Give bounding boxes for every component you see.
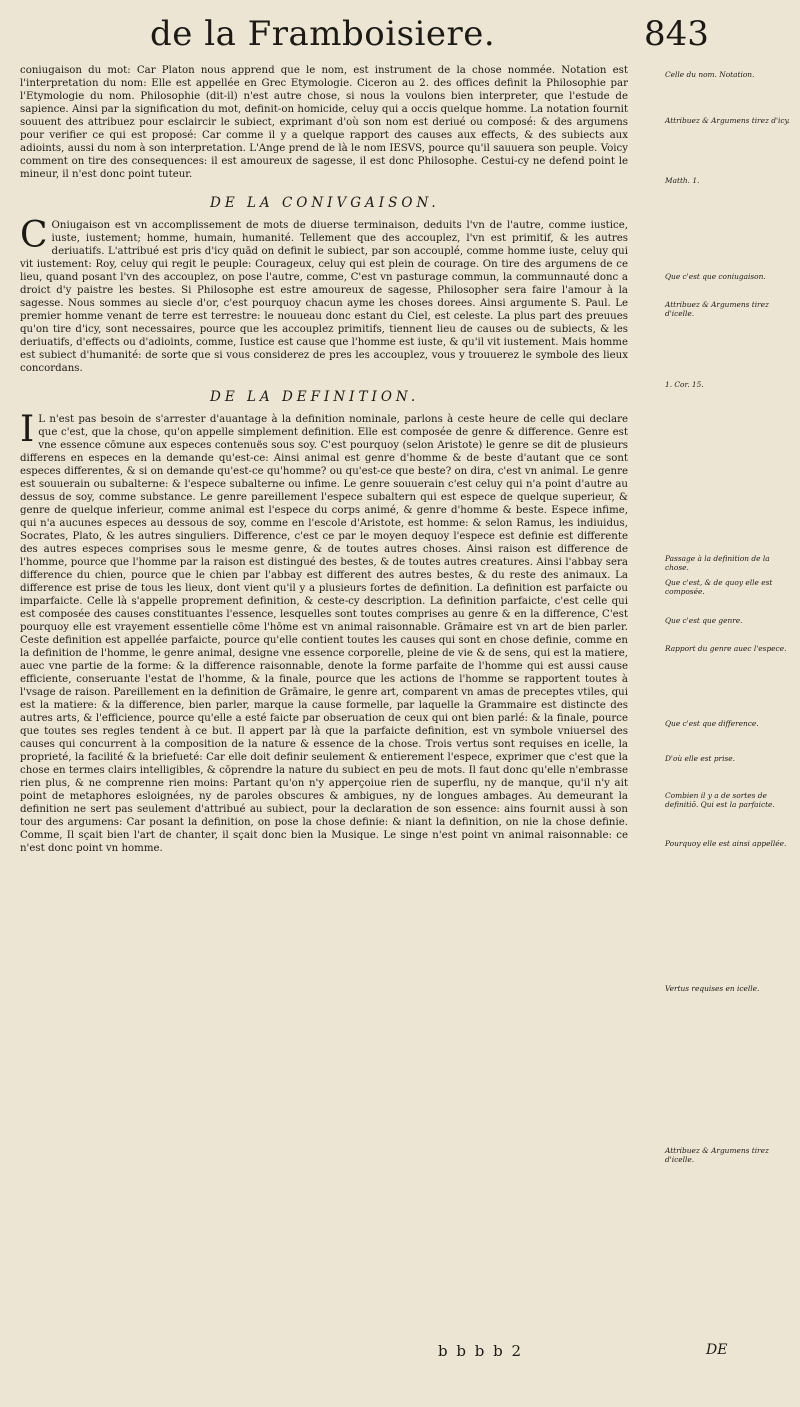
margin-note: Que c'est que difference. bbox=[665, 719, 759, 728]
catchword: DE bbox=[706, 1342, 728, 1358]
margin-note: Attribuez & Argumens tirez d'icy. bbox=[665, 116, 791, 125]
page-number: 843 bbox=[644, 14, 709, 54]
margin-note: D'où elle est prise. bbox=[665, 754, 735, 763]
margin-note: Combien il y a de sortes de definitiō. Qui est la parfaicte. bbox=[665, 791, 775, 809]
page-footer bbox=[0, 1340, 800, 1380]
margin-note: Attribuez & Argumens tirez d'icelle. bbox=[665, 300, 769, 318]
running-head: de la Framboisiere. bbox=[150, 14, 496, 54]
signature-mark: b b b b 2 bbox=[438, 1342, 524, 1360]
dropcap-letter: C bbox=[20, 215, 48, 256]
margin-note: Pourquoy elle est ainsi appellée. bbox=[665, 839, 787, 848]
margin-note: Attribuez & Argumens tirez d'icelle. bbox=[665, 1146, 769, 1164]
section-text: Oniugaison est vn accomplissement de mots de diuerse terminaison, deduits l'vn de l'autre, comme iustice, iuste, iustement; homme, humain, humanité. Tellement que des accouplez, l'vn est primitif, & les autres deriuatifs. L'attribué est pris d'icy quād on definit le subiect, par son accouplé, comme homme iuste, celuy qui vit iustement: Roy, celuy qui regit le peuple: Courageux, celuy qui est plein de courage. On tire des argumens de ce lieu, quand posant l'vn des accouplez, on pose l'autre, comme, C'est vn pasturage commun, la communnauté donc a droict d'y paistre les bestes. Si Philosophe est estre amoureux de sagesse, Philosopher sera faire l'amour à la sagesse. Nous sommes au siecle d'or, c'est pourquoy chacun ayme les choses dorees. Ainsi argumente S. Paul. Le premier homme venant de terre est terrestre: le nouueau donc estant du Ciel, est celeste. La plus part des preuues qu'on tire d'icy, sont necessaires, pource que les accouplez primitifs, tiennent lieu de causes ou de subiects, & les deriuatifs, d'effects ou d'adioints, comme, Iustice est cause que l'homme est iuste, & qu'il vit iustement. Mais homme est subiect d'humanité: de sorte que si vous considerez de pres les accouplez, vous y trouuerez le symbole des lieux concordans. bbox=[20, 220, 628, 374]
margin-note: Que c'est, & de quoy elle est composée. bbox=[665, 578, 773, 596]
margin-note: 1. Cor. 15. bbox=[665, 380, 704, 389]
main-text bbox=[20, 64, 770, 855]
margin-note: Que c'est que coniugaison. bbox=[665, 272, 766, 281]
margin-note: Que c'est que genre. bbox=[665, 616, 743, 625]
margin-note: Rapport du genre auec l'espece. bbox=[665, 644, 787, 653]
margin-note: Matth. 1. bbox=[665, 176, 700, 185]
opening-paragraph: coniugaison du mot: Car Platon nous apprend que le nom, est instrument de la chose nommée. Notation est l'interpretation du nom: Elle est appellée en Grec Etymologie. Ciceron au 2. des offices definit la Philosophie par l'Etymologie du nom. Philosophie (dit-il) n'est autre chose, si nous la voulons bien interpreter, que l'estude de sapience. Ainsi par la signification du mot, definit-on homicide, celuy qui a occis quelque homme. La notation fournit souuent des attribuez pour esclaircir le subiect, exprimant d'où son nom est deriué ou composé: & des argumens pour verifier ce qui est proposé: Car comme il y a quelque rapport des causes aux effects, & des subiects aux adioints, aussi du nom à son interpretation. L'Ange prend de là le nom IESVS, pource qu'il sauuera son peuple. Voicy comment on tire des consequences: il est amoureux de sagesse, il est donc Philosophe. Cestui-cy ne defend point le mineur, il n'est donc point tuteur. bbox=[20, 65, 628, 180]
section-text: L n'est pas besoin de s'arrester d'auantage à la definition nominale, parlons à ceste heure de celle qui declare que c'est, que la chose, qu'on appelle simplement definition. Elle est composée de genre & difference. Genre est vne essence cōmune aux especes contenuës sous soy. C'est pourquoy (selon Aristote) le genre se dit de plusieurs differens en especes en la demande qu'est-ce: Ainsi animal est genre d'homme & de beste d'autant que ce sont especes differentes, & si on demande qu'est-ce qu'homme? ou qu'est-ce que beste? on dira, c'est vn animal. Le genre est souuerain ou subalterne: & l'espece subalterne ou infime. Le genre souuerain c'est celuy qui n'a point d'autre au dessus de soy, comme substance. Le genre pareillement l'espece subaltern qui est espece de quelque superieur, & genre de quelque inferieur, comme animal est l'espece du corps animé, & genre d'homme & beste. Espece infime, qui n'a aucunes especes au dessous de soy, comme en l'escole d'Aristote, est homme: & selon Ramus, les indiuidus, Socrates, Plato, & les autres singuliers. Difference, c'est ce par le moyen dequoy l'espece est definie est differente des autres especes comprises sous le mesme genre, & de toutes autres choses. Ainsi raison est difference de l'homme, pource que l'homme par la raison est distingué des bestes, & de toutes autres creatures. Ainsi l'abbay sera difference du chien, pource que le chien par l'abbay est different des autres bestes, & du reste des animaux. La difference est prise de tous les lieux, dont vient qu'il y a plusieurs fortes de definition. La definition est parfaicte ou imparfaicte. Celle là s'appelle proprement definition, & ceste-cy description. La definition parfaicte, c'est celle qui est composée des causes constituantes l'essence, lesquelles sont toutes comprises au genre & en la difference, C'est pourquoy elle est vrayement essentielle cōme l'hōme est vn animal raisonnable. Grāmaire est vn art de bien parler. Ceste definition est appellée parfaicte, pource qu'elle contient toutes les causes qui sont en chose definie, comme en la definition de l'homme, le genre animal, designe vne essence corporelle, pleine de vie & de sens, qui est la matiere, auec vne partie de la forme: & la difference raisonnable, denote la forme parfaite de l'homme qui est aussi cause efficiente, conseruante l'estat de l'homme, & la finale, pource que les actions de l'homme se rapportent toutes à l'vsage de raison. Pareillement en la definition de Grāmaire, le genre art, comparent vn amas de preceptes vtiles, qui est la matiere: & la difference, bien parler, marque la cause formelle, par laquelle la Grammaire est distincte des autres arts, & l'efficience, pource qu'elle a esté faicte par obseruation de ceux qui ont bien parlé: & la finale, pource que toutes ses regles tendent à ce but. Il appert par là que la parfaicte definition, est vn symbole vniuersel des causes qui concurrent à la composition de la nature & essence de la chose. Trois vertus sont requises en icelle, la proprieté, la facilité & la briefueté: Car elle doit definir seulement & entierement l'espece, exprimer que c'est que la chose en termes clairs intelligibles, & cōprendre la nature du subiect en peu de mots. Il faut donc qu'elle n'embrasse rien plus, & ne comprenne rien moins: Partant qu'on n'y apperçoiue rien de superflu, ny de manque, qu'il n'y ait point de metaphores esloignées, ny de paroles obscures & ambigues, ny de longues ambages. Au demeurant la definition ne sert pas seulement d'attribué au subiect, pour la declaration de son essence: ains fournit aussi à son tour des argumens: Car posant la definition, on pose la chose definie: & niant la definition, on nie la chose definie. Comme, Il sçait bien l'art de chanter, il sçait donc bien la Musique. Le singe n'est point vn animal raisonnable: ce n'est donc point vn homme. bbox=[20, 414, 628, 854]
dropcap-letter: I bbox=[20, 409, 35, 450]
section-title-coniugaison: DE LA CONIVGAISON. bbox=[210, 195, 440, 211]
margin-note: Vertus requises en icelle. bbox=[665, 984, 760, 993]
section-title-definition: DE LA DEFINITION. bbox=[210, 389, 420, 405]
margin-note: Celle du nom. Notation. bbox=[665, 70, 755, 79]
section-body-coniugaison bbox=[20, 215, 628, 375]
page-header bbox=[0, 8, 800, 58]
margin-note: Passage à la definition de la chose. bbox=[665, 554, 770, 572]
section-body-definition bbox=[20, 409, 628, 855]
